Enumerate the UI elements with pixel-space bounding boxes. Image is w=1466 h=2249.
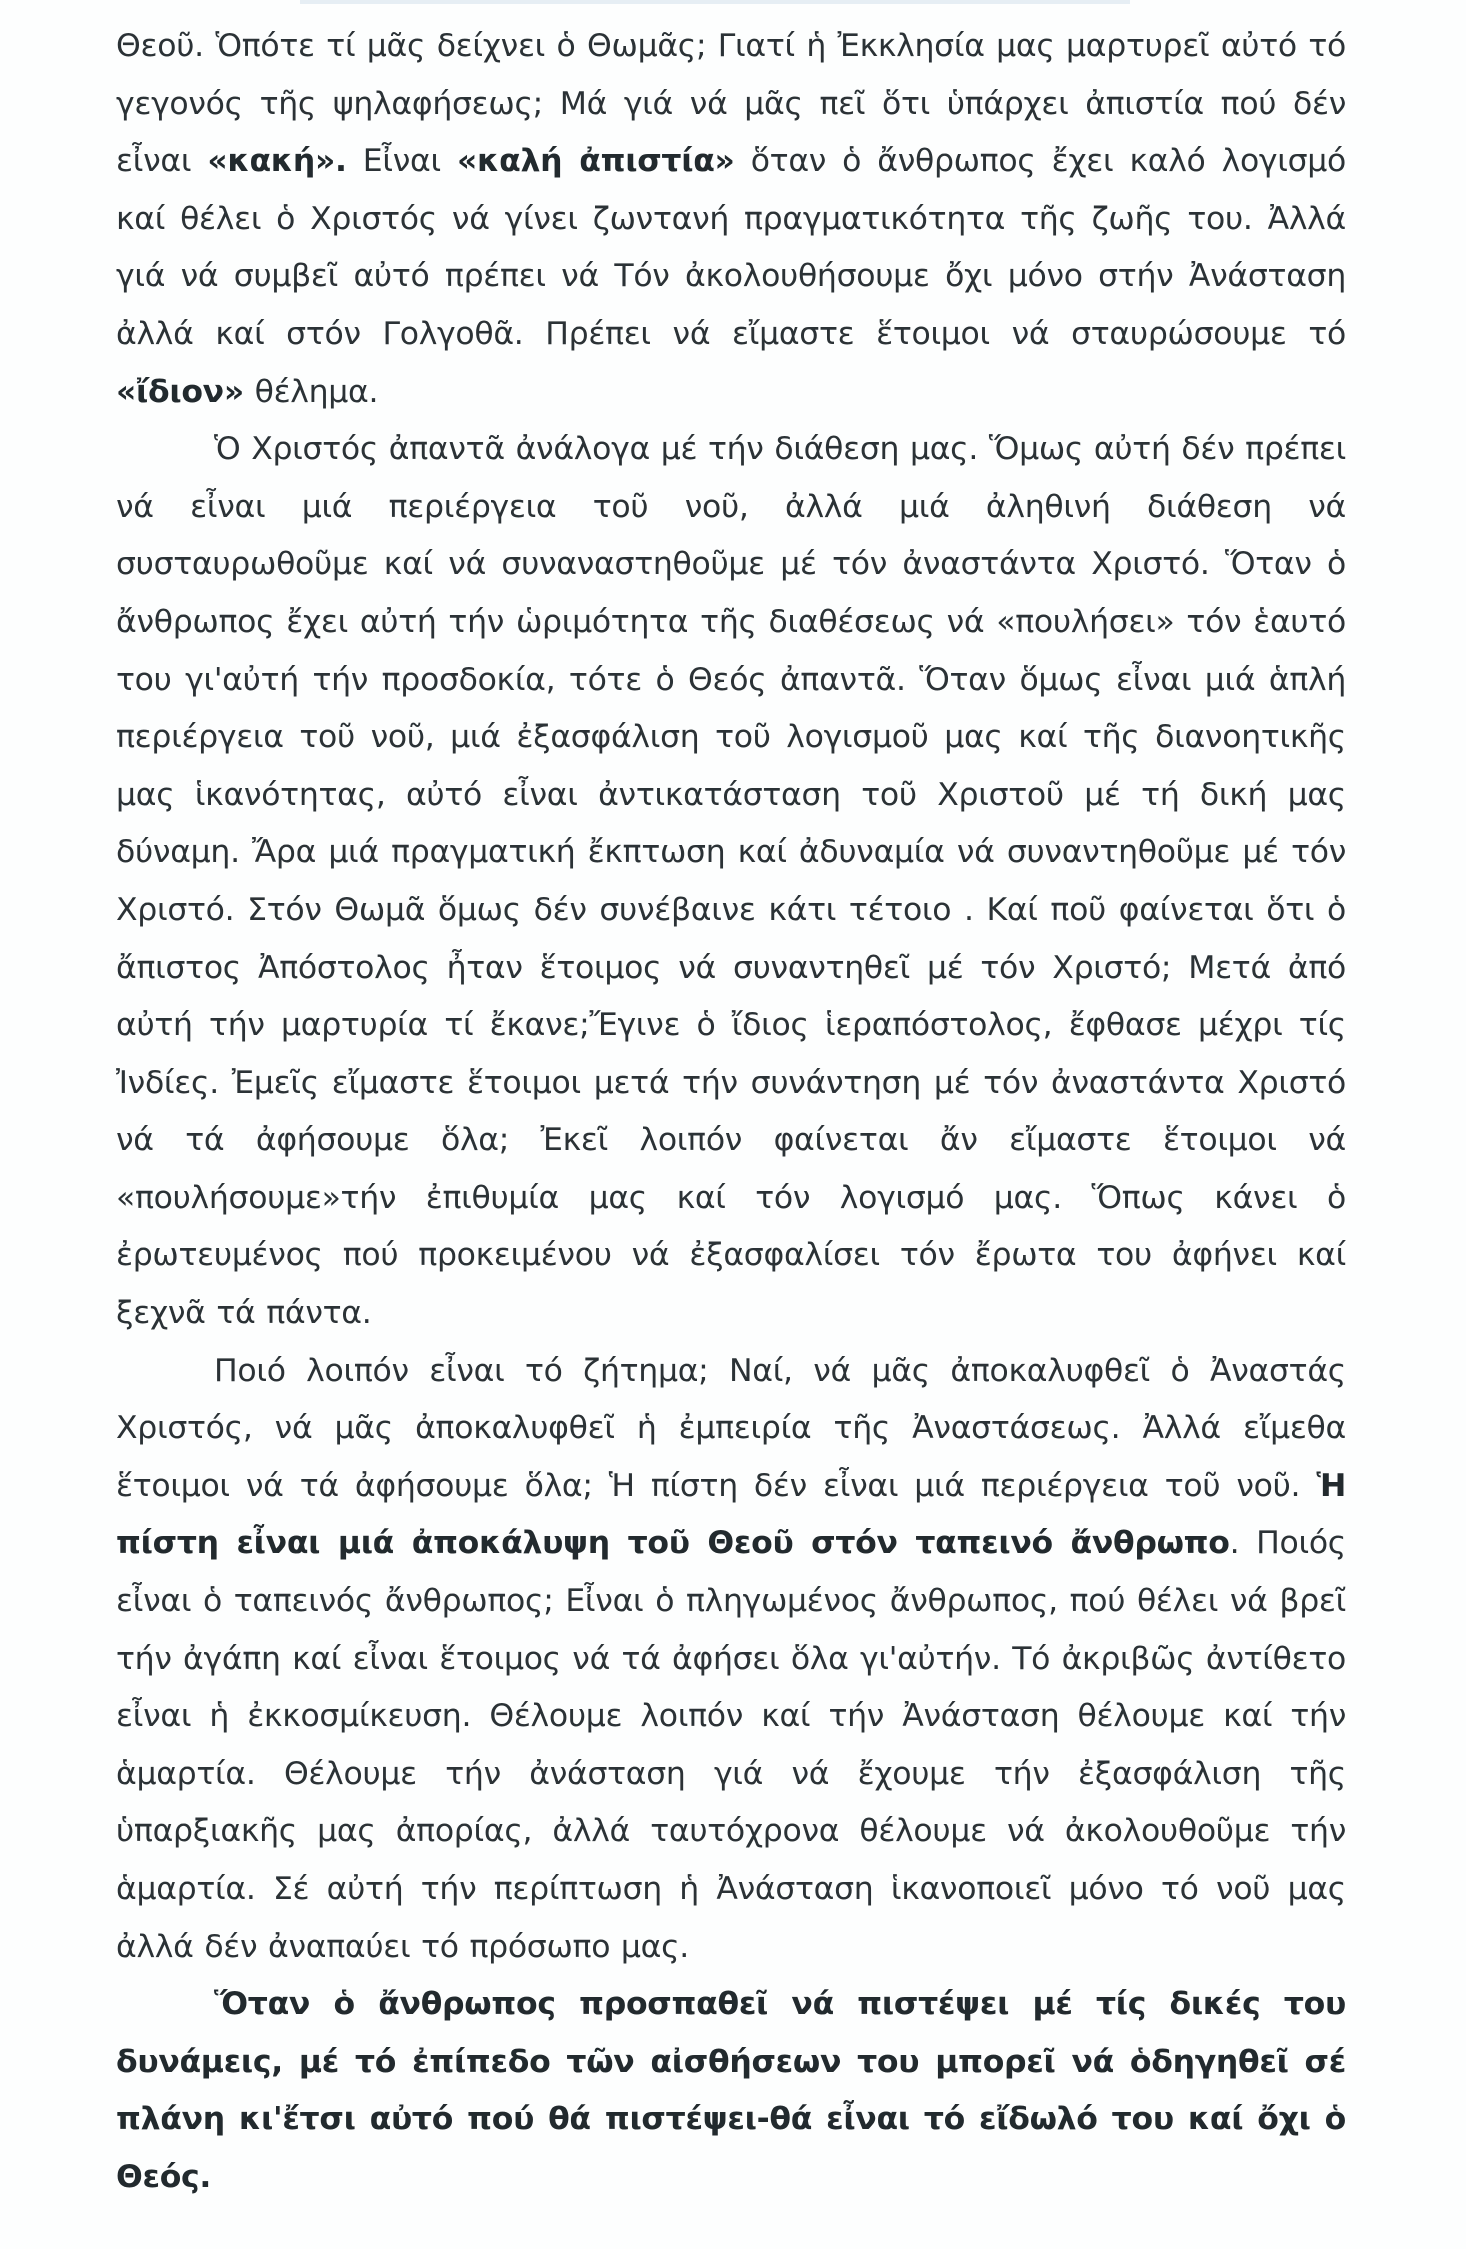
paragraph-3 [116, 1343, 1346, 1977]
text-segment: ὅταν ὁ ἄνθρωπος ἔχει καλό λογισμό καί θέλει ὁ Χριστός νά γίνει ζωντανή πραγματικότητα τῆς ζωῆς του. Ἀλλά γιά νά συμβεῖ αὐτό πρέπει νά Τόν ἀκολουθήσουμε ὄχι μόνο στήν Ἀνάσταση ἀλλά καί στόν Γολγοθᾶ. Πρέπει νά εἴμαστε ἕτοιμοι νά σταυρώσουμε τό [116, 143, 1347, 352]
paragraph-4-conclusion [116, 1976, 1346, 2206]
bold-segment-idion: «ἴδιον» [116, 373, 244, 410]
bold-segment-faith-revelation: Ἡ πίστη εἶναι μιά ἀποκάλυψη τοῦ Θεοῦ στόν ταπεινό ἄνθρωπο [116, 1467, 1346, 1562]
scan-edge [300, 0, 1130, 4]
bold-segment-kaki: «κακή». [207, 143, 347, 180]
text-segment: Θεοῦ. Ὁπότε τί μᾶς δείχνει ὁ Θωμᾶς; Γιατί ἡ Ἐκκλησία μας μαρτυρεῖ αὐτό τό γεγονός τῆς ψηλαφήσεως; Μά γιά νά μᾶς πεῖ ὅτι ὑπάρχει ἀπιστία πού δέν εἶναι [116, 28, 1346, 180]
paragraph-2 [116, 421, 1346, 1343]
text-segment: . Ποιός εἶναι ὁ ταπεινός ἄνθρωπος; Εἶναι ὁ πληγωμένος ἄνθρωπος, πού θέλει νά βρεῖ τήν ἀγάπη καί εἶναι ἕτοιμος νά τά ἀφήσει ὅλα γι'αὐτήν. Τό ἀκριβῶς ἀντίθετο εἶναι ἡ ἐκκοσμίκευση. Θέλουμε λοιπόν καί τήν Ἀνάσταση θέλουμε καί τήν ἁμαρτία. Θέλουμε τήν ἀνάσταση γιά νά ἔχουμε τήν ἐξασφάλιση τῆς ὑπαρξιακῆς μας ἀπορίας, ἀλλά ταυτόχρονα θέλουμε νά ἀκολουθοῦμε τήν ἁμαρτία. Σέ αὐτή τήν περίπτωση ἡ Ἀνάσταση ἱκανοποιεῖ μόνο τό νοῦ μας ἀλλά δέν ἀναπαύει τό πρόσωπο μας. [116, 1525, 1346, 1965]
bold-segment-kali-apistia: «καλή ἀπιστία» [456, 143, 735, 180]
text-segment: Εἶναι [346, 143, 457, 180]
bold-conclusion-text: Ὅταν ὁ ἄνθρωπος προσπαθεῖ νά πιστέψει μέ τίς δικές του δυνάμεις, μέ τό ἐπίπεδο τῶν αἰσθήσεων του μπορεῖ νά ὁδηγηθεῖ σέ πλάνη κι'ἔτσι αὐτό πού θά πιστέψει-θά εἶναι τό εἴδωλό του καί ὄχι ὁ Θεός. [116, 1986, 1346, 2195]
text-segment: Ὁ Χριστός ἀπαντᾶ ἀνάλογα μέ τήν διάθεση μας. Ὅμως αὐτή δέν πρέπει νά εἶναι μιά περιέργεια τοῦ νοῦ, ἀλλά μιά ἀληθινή διάθεση νά συσταυρωθοῦμε καί νά συναναστηθοῦμε μέ τόν ἀναστάντα Χριστό. Ὅταν ὁ ἄνθρωπος ἔχει αὐτή τήν ὡριμότητα τῆς διαθέσεως νά «πουλήσει» τόν ἑαυτό του γι'αὐτή τήν προσδοκία, τότε ὁ Θεός ἀπαντᾶ. Ὅταν ὅμως εἶναι μιά ἁπλή περιέργεια τοῦ νοῦ, μιά ἐξασφάλιση τοῦ λογισμοῦ μας καί τῆς διανοητικῆς μας ἱκανότητας, αὐτό εἶναι ἀντικατάσταση τοῦ Χριστοῦ μέ τή δική μας δύναμη. Ἄρα μιά πραγματική ἔκπτωση καί ἀδυναμία νά συναντηθοῦμε μέ τόν Χριστό. Στόν Θωμᾶ ὅμως δέν συνέβαινε κάτι τέτοιο . Καί ποῦ φαίνεται ὅτι ὁ ἄπιστος Ἀπόστολος ἦταν ἕτοιμος νά συναντηθεῖ μέ τόν Χριστό; Μετά ἀπό αὐτή τήν μαρτυρία τί ἔκανε;Ἔγινε ὁ ἴδιος ἱεραπόστολος, ἔφθασε μέχρι τίς Ἰνδίες. Ἐμεῖς εἴμαστε ἕτοιμοι μετά τήν συνάντηση μέ τόν ἀναστάντα Χριστό νά τά ἀφήσουμε ὅλα; Ἐκεῖ λοιπόν φαίνεται ἄν εἴμαστε ἕτοιμοι νά «πουλήσουμε»τήν ἐπιθυμία μας καί τόν λογισμό μας. Ὅπως κάνει ὁ ἐρωτευμένος πού προκειμένου νά ἐξασφαλίσει τόν ἔρωτα του ἀφήνει καί ξεχνᾶ τά πάντα. [116, 431, 1346, 1332]
text-segment: Ποιό λοιπόν εἶναι τό ζήτημα; Ναί, νά μᾶς ἀποκαλυφθεῖ ὁ Ἀναστάς Χριστός, νά μᾶς ἀποκαλυφθεῖ ἡ ἐμπειρία τῆς Ἀναστάσεως. Ἀλλά εἴμεθα ἕτοιμοι νά τά ἀφήσουμε ὅλα; Ἡ πίστη δέν εἶναι μιά περιέργεια τοῦ νοῦ. [116, 1352, 1346, 1504]
document-page [116, 18, 1346, 2207]
paragraph-1 [116, 18, 1346, 421]
text-segment: θέλημα. [243, 373, 379, 410]
